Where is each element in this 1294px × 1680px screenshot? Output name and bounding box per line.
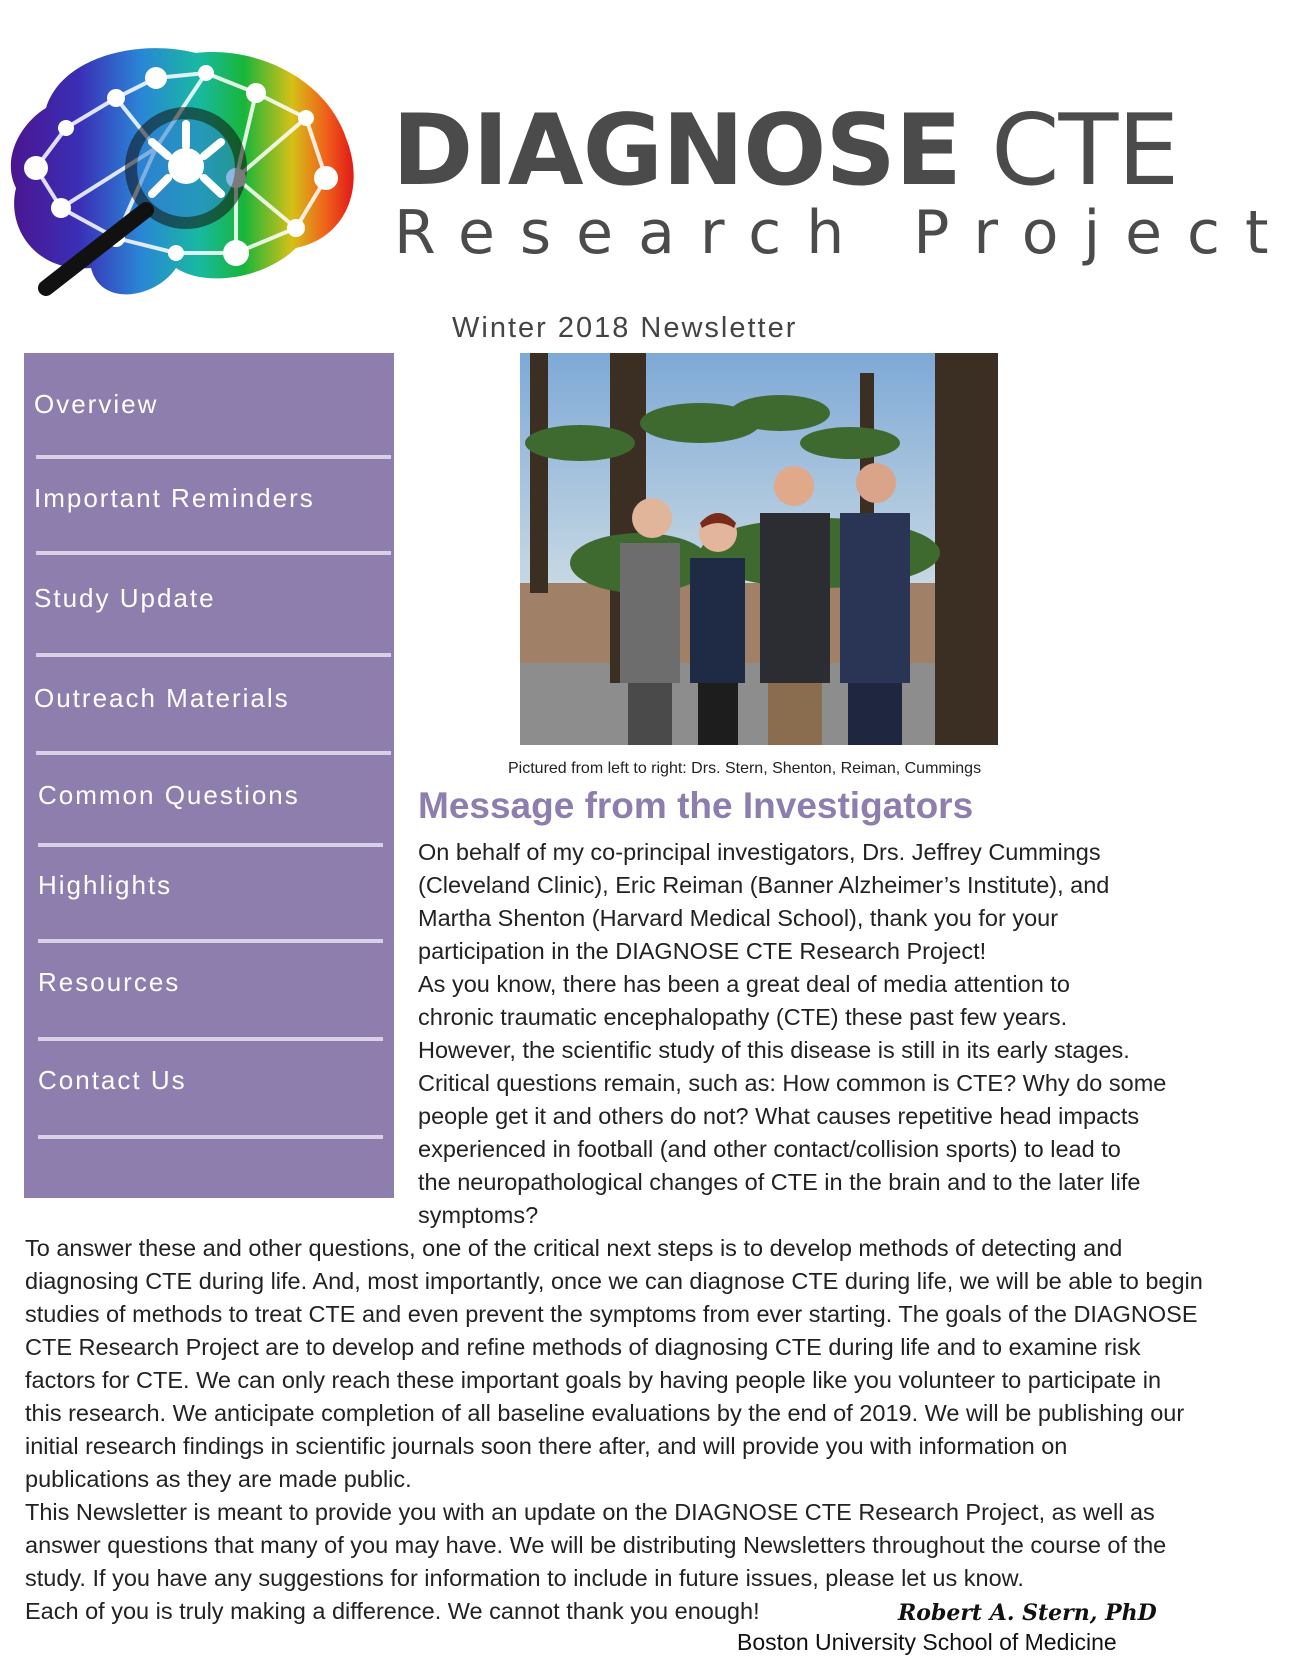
- text-line: However, the scientific study of this disease is still in its early stages.: [418, 1037, 1130, 1063]
- message-intro-column: [418, 836, 1166, 1232]
- nav-divider: [38, 939, 383, 943]
- text-line: This Newsletter is meant to provide you with an update on the DIAGNOSE CTE Research Project, as well as: [25, 1499, 1155, 1525]
- text-line: study. If you have any suggestions for information to include in future issues, please let us know.: [25, 1565, 1024, 1591]
- signature-affiliation: Boston University School of Medicine: [737, 1629, 1117, 1655]
- brand-subtitle: Research Project: [394, 198, 1294, 268]
- text-line: publications as they are made public.: [25, 1466, 412, 1492]
- text-line: (Cleveland Clinic), Eric Reiman (Banner Alzheimer’s Institute), and: [418, 872, 1110, 898]
- nav-item-contact-us[interactable]: Contact Us: [38, 1065, 187, 1095]
- brand-title: [392, 96, 1178, 206]
- text-line: As you know, there has been a great deal of media attention to: [418, 971, 1070, 997]
- nav-divider: [38, 1037, 383, 1041]
- nav-item-common-questions[interactable]: Common Questions: [38, 780, 300, 810]
- issue-label: Winter 2018 Newsletter: [452, 312, 798, 344]
- text-line: the neuropathological changes of CTE in the brain and to the later life: [418, 1169, 1141, 1195]
- nav-divider: [38, 1135, 383, 1139]
- brain-magnifier-logo: [6, 38, 366, 318]
- text-line: chronic traumatic encephalopathy (CTE) these past few years.: [418, 1004, 1068, 1030]
- nav-item-highlights[interactable]: Highlights: [38, 870, 173, 900]
- nav-divider: [38, 843, 383, 847]
- text-line: people get it and others do not? What causes repetitive head impacts: [418, 1103, 1140, 1129]
- nav-divider: [36, 551, 391, 555]
- nav-divider: [36, 751, 391, 755]
- nav-item-study-update[interactable]: Study Update: [34, 583, 216, 613]
- text-line: experienced in football (and other contact/collision sports) to lead to: [418, 1136, 1121, 1162]
- text-line: diagnosing CTE during life. And, most importantly, once we can diagnose CTE during life, we will be able to begin: [25, 1268, 1203, 1294]
- text-line: CTE Research Project are to develop and refine methods of diagnosing CTE during life and to examine risk: [25, 1334, 1141, 1360]
- text-line: participation in the DIAGNOSE CTE Research Project!: [418, 938, 987, 964]
- message-body: [25, 1232, 1203, 1628]
- sidebar-nav: [24, 353, 394, 1198]
- text-line: this research. We anticipate completion of all baseline evaluations by the end of 2019. We will be publishing our: [25, 1400, 1185, 1426]
- message-title: Message from the Investigators: [418, 785, 974, 826]
- investigators-photo: [520, 353, 998, 745]
- nav-divider: [36, 455, 391, 459]
- nav-divider: [36, 653, 391, 657]
- nav-item-important-reminders[interactable]: Important Reminders: [34, 483, 315, 513]
- nav-item-resources[interactable]: Resources: [38, 967, 181, 997]
- brand-title-bold: DIAGNOSE: [392, 94, 961, 208]
- text-line: Each of you is truly making a difference. We cannot thank you enough!: [25, 1598, 760, 1624]
- text-line: initial research findings in scientific journals soon there after, and will provide you with information on: [25, 1433, 1068, 1459]
- text-line: answer questions that many of you may have. We will be distributing Newsletters throughout the course of the: [25, 1532, 1167, 1558]
- text-line: factors for CTE. We can only reach these important goals by having people like you volunteer to participate in: [25, 1367, 1162, 1393]
- text-line: symptoms?: [418, 1202, 539, 1228]
- brand-title-light: CTE: [991, 94, 1179, 208]
- signature: Robert A. Stern, PhD: [898, 1600, 1157, 1626]
- photo-caption: Pictured from left to right: Drs. Stern, Shenton, Reiman, Cummings: [508, 760, 982, 777]
- nav-item-overview[interactable]: Overview: [34, 389, 159, 419]
- text-line: studies of methods to treat CTE and even prevent the symptoms from ever starting. The goals of the DIAGNOSE: [25, 1301, 1198, 1327]
- nav-item-outreach-materials[interactable]: Outreach Materials: [34, 683, 290, 713]
- text-line: To answer these and other questions, one of the critical next steps is to develop methods of detecting and: [25, 1235, 1123, 1261]
- text-line: Critical questions remain, such as: How common is CTE? Why do some: [418, 1070, 1167, 1096]
- text-line: Martha Shenton (Harvard Medical School), thank you for your: [418, 905, 1059, 931]
- text-line: On behalf of my co-principal investigators, Drs. Jeffrey Cummings: [418, 839, 1101, 865]
